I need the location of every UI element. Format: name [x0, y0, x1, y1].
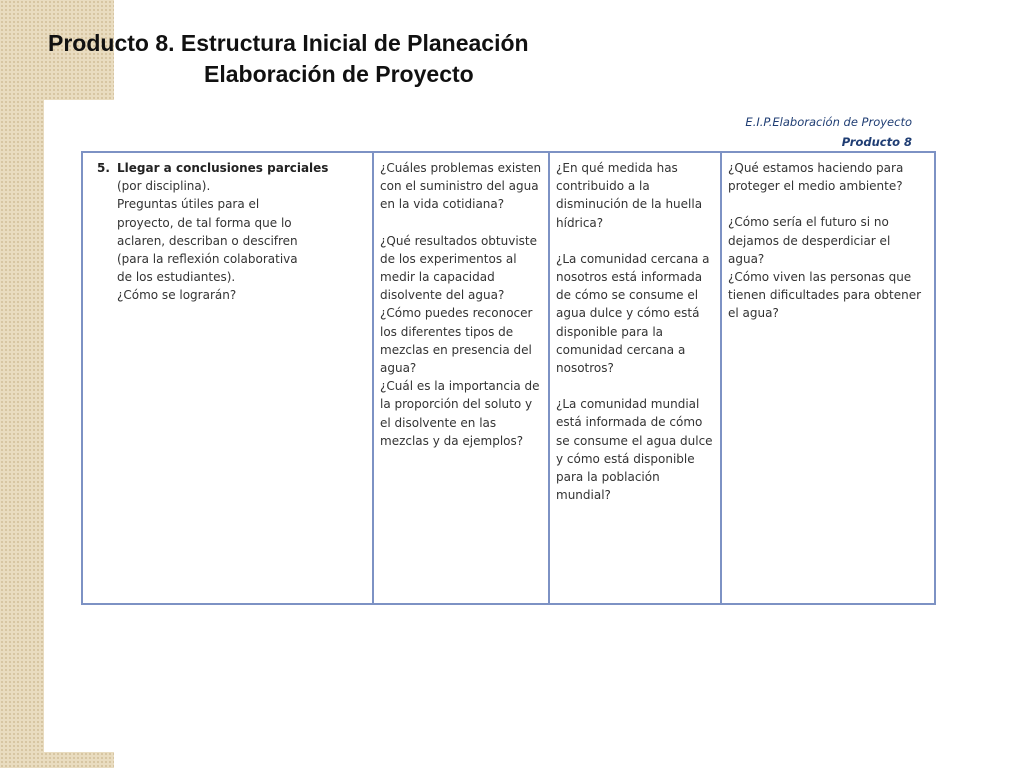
step-line: proyecto, de tal forma que lo — [117, 215, 292, 230]
step-line: de los estudiantes). — [117, 270, 236, 285]
step-description — [97, 177, 366, 304]
step-line: aclaren, describan o descifren — [117, 233, 298, 248]
table-cell-questions-3 — [721, 152, 935, 604]
step-line: ¿Cómo se lograrán? — [117, 288, 237, 303]
question-text: ¿Cómo puedes reconocer los diferentes tipos de mezclas en presencia del agua? — [380, 306, 533, 376]
table-cell-questions-2 — [549, 152, 721, 604]
question-text: ¿Qué resultados obtuviste de los experimentos al medir la capacidad disolvente del agua? — [380, 233, 537, 303]
step-line: Preguntas útiles para el — [117, 197, 260, 212]
question-text: ¿Cuál es la importancia de la proporción del soluto y el disolvente en las mezclas y da ejemplos? — [380, 379, 540, 448]
question-text: ¿Qué estamos haciendo para proteger el medio ambiente? — [728, 161, 904, 194]
table-cell-step — [82, 152, 373, 604]
table-cell-questions-1 — [373, 152, 549, 604]
question-text: ¿Cómo viven las personas que tienen dificultades para obtener el agua? — [728, 270, 922, 321]
question-text: ¿La comunidad mundial está informada de cómo se consume el agua dulce y cómo está disponible para la población mundial? — [556, 397, 713, 503]
planning-table — [81, 151, 936, 605]
step-heading — [97, 159, 366, 177]
slide-title-line1: Producto 8. Estructura Inicial de Planeación — [48, 30, 529, 56]
question-text: ¿Cómo sería el futuro si no dejamos de desperdiciar el agua? — [728, 215, 891, 266]
step-title: Llegar a conclusiones parciales — [117, 161, 329, 175]
step-line: (para la reflexión colaborativa — [117, 252, 298, 267]
question-text: ¿La comunidad cercana a nosotros está informada de cómo se consume el agua dulce y cómo está disponible para la comunidad cercana a nosotros? — [556, 251, 710, 376]
document-header-label: E.I.P.Elaboración de Proyecto — [745, 115, 912, 129]
question-text: ¿Cuáles problemas existen con el suministro del agua en la vida cotidiana? — [380, 161, 542, 212]
step-line: (por disciplina). — [117, 179, 211, 194]
table-row — [82, 152, 935, 604]
document-header-product: Producto 8 — [841, 135, 912, 149]
slide-title-line2: Elaboración de Proyecto — [204, 61, 474, 87]
question-text: ¿En qué medida has contribuido a la disminución de la huella hídrica? — [556, 161, 703, 230]
step-number: 5. — [97, 161, 110, 175]
